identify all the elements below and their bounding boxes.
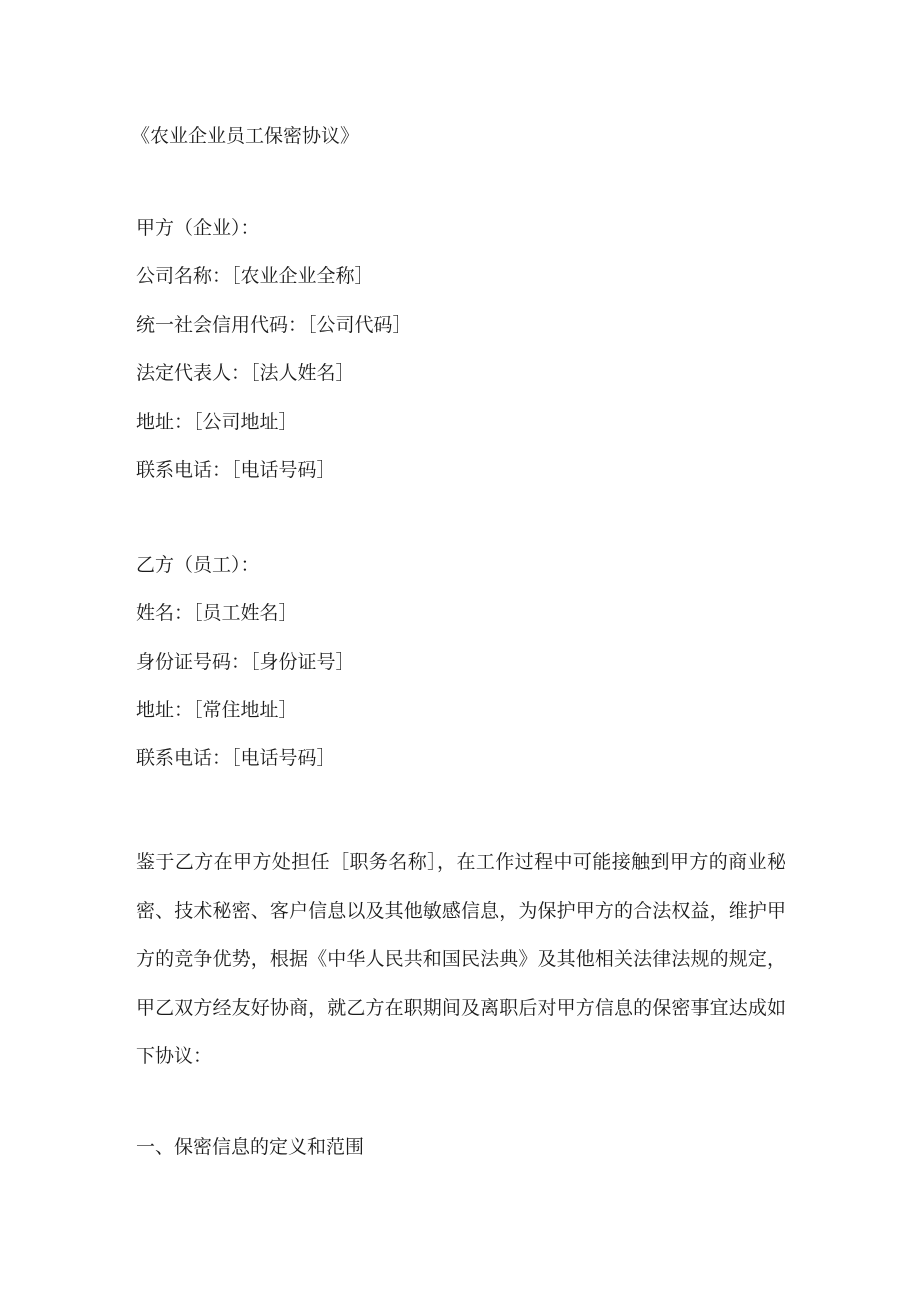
section-1-heading: 一、保密信息的定义和范围 — [136, 1136, 365, 1158]
party-a-phone: 联系电话：［电话号码］ — [136, 459, 336, 481]
party-b-heading: 乙方（员工）： — [136, 554, 260, 576]
party-a-credit-code: 统一社会信用代码：［公司代码］ — [136, 314, 412, 336]
party-a-legal-rep: 法定代表人：［法人姓名］ — [136, 362, 355, 384]
party-a-heading: 甲方（企业）： — [136, 217, 260, 239]
party-b-address: 地址：［常住地址］ — [136, 699, 298, 721]
party-b-phone: 联系电话：［电话号码］ — [136, 747, 336, 769]
party-b-id-number: 身份证号码：［身份证号］ — [136, 651, 355, 673]
document-title: 《农业企业员工保密协议》 — [131, 125, 360, 147]
party-a-company-name: 公司名称：［农业企业全称］ — [136, 265, 374, 287]
party-a-address: 地址：［公司地址］ — [136, 411, 298, 433]
preamble-paragraph: 鉴于乙方在甲方处担任［职务名称］，在工作过程中可能接触到甲方的商业秘密、技术秘密、客户信息以及其他敏感信息，为保护甲方的合法权益，维护甲方的竞争优势，根据《中华人民共和国民法典》及其他相关法律法规的规定，甲乙双方经友好协商，就乙方在职期间及离职后对甲方信息的保密事宜达成如下协议： — [136, 851, 786, 1067]
party-b-name: 姓名：［员工姓名］ — [136, 602, 298, 624]
